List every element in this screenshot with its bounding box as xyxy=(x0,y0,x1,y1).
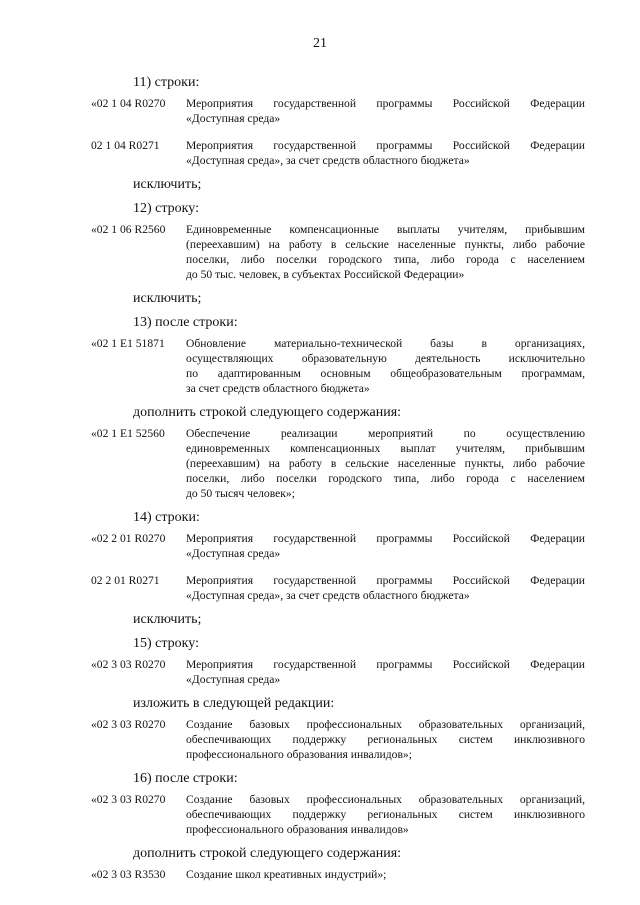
budget-description xyxy=(186,792,585,837)
budget-code: «02 2 01 R0270 xyxy=(91,532,166,545)
budget-row xyxy=(91,573,585,603)
section-heading: изложить в следующей редакции: xyxy=(133,696,335,711)
budget-code: «02 1 04 R0270 xyxy=(91,97,166,110)
budget-row xyxy=(91,426,585,501)
budget-description xyxy=(186,222,585,282)
description-line: «Доступная среда» xyxy=(186,547,281,560)
budget-row xyxy=(91,657,585,687)
budget-code: 02 2 01 R0271 xyxy=(91,574,160,587)
description-line: Мероприятия государственной программы Российской Федерации xyxy=(186,97,585,110)
budget-code: «02 3 03 R0270 xyxy=(91,658,166,671)
description-line: «Доступная среда» xyxy=(186,112,281,125)
budget-code: 02 1 04 R0271 xyxy=(91,139,160,152)
description-line: поселки, либо поселки городского типа, либо города с населением xyxy=(186,472,585,485)
budget-code: «02 3 03 R0270 xyxy=(91,793,166,806)
section-heading: 16) после строки: xyxy=(133,771,238,786)
budget-code: «02 3 03 R0270 xyxy=(91,718,166,731)
description-line: Создание базовых профессиональных образовательных организаций, xyxy=(186,793,585,806)
description-line: Мероприятия государственной программы Российской Федерации xyxy=(186,139,585,152)
description-line: поселки, либо поселки городского типа, либо города с населением xyxy=(186,253,585,266)
budget-row xyxy=(91,138,585,168)
description-line: Создание школ креативных индустрий»; xyxy=(186,868,387,881)
budget-description xyxy=(186,531,585,561)
description-line: Обеспечение реализации мероприятий по осуществлению xyxy=(186,427,585,440)
section-heading: 15) строку: xyxy=(133,636,199,651)
description-line: до 50 тыс. человек, в субъектах Российской Федерации» xyxy=(186,268,465,281)
budget-description xyxy=(186,867,585,882)
budget-row xyxy=(91,717,585,762)
description-line: по адаптированным основным общеобразовательным программам, xyxy=(186,367,585,380)
description-line: осуществляющих образовательную деятельность исключительно xyxy=(186,352,585,365)
budget-row xyxy=(91,96,585,126)
budget-description xyxy=(186,96,585,126)
description-line: «Доступная среда» xyxy=(186,673,281,686)
budget-code: «02 1 06 R2560 xyxy=(91,223,166,236)
description-line: профессионального образования инвалидов» xyxy=(186,823,409,836)
section-heading: 12) строку: xyxy=(133,201,199,216)
description-line: «Доступная среда», за счет средств областного бюджета» xyxy=(186,589,470,602)
budget-description xyxy=(186,138,585,168)
budget-row xyxy=(91,336,585,396)
description-line: Мероприятия государственной программы Российской Федерации xyxy=(186,532,585,545)
budget-description xyxy=(186,657,585,687)
budget-code: «02 1 E1 52560 xyxy=(91,427,165,440)
description-line: Мероприятия государственной программы Российской Федерации xyxy=(186,574,585,587)
description-line: обеспечивающих поддержку региональных систем инклюзивного xyxy=(186,808,585,821)
budget-code: «02 1 E1 51871 xyxy=(91,337,165,350)
description-line: обеспечивающих поддержку региональных систем инклюзивного xyxy=(186,733,585,746)
description-line: профессионального образования инвалидов»; xyxy=(186,748,412,761)
section-heading: 13) после строки: xyxy=(133,315,238,330)
budget-description xyxy=(186,426,585,501)
description-line: Мероприятия государственной программы Российской Федерации xyxy=(186,658,585,671)
description-line: до 50 тысяч человек»; xyxy=(186,487,295,500)
budget-row xyxy=(91,792,585,837)
section-heading: исключить; xyxy=(133,177,202,192)
budget-row xyxy=(91,222,585,282)
description-line: Единовременные компенсационные выплаты учителям, прибывшим xyxy=(186,223,585,236)
description-line: за счет средств областного бюджета» xyxy=(186,382,370,395)
description-line: «Доступная среда», за счет средств областного бюджета» xyxy=(186,154,470,167)
budget-description xyxy=(186,336,585,396)
budget-row xyxy=(91,531,585,561)
section-heading: исключить; xyxy=(133,612,202,627)
document-body xyxy=(91,68,585,886)
budget-description xyxy=(186,573,585,603)
description-line: (переехавшим) на работу в сельские населенные пункты, либо рабочие xyxy=(186,457,585,470)
budget-row xyxy=(91,867,585,882)
description-line: (переехавшим) на работу в сельские населенные пункты, либо рабочие xyxy=(186,238,585,251)
section-heading: 14) строки: xyxy=(133,510,200,525)
budget-code: «02 3 03 R3530 xyxy=(91,868,166,881)
description-line: Обновление материально-технической базы в организациях, xyxy=(186,337,585,350)
section-heading: дополнить строкой следующего содержания: xyxy=(133,846,402,861)
description-line: Создание базовых профессиональных образовательных организаций, xyxy=(186,718,585,731)
budget-description xyxy=(186,717,585,762)
section-heading: 11) строки: xyxy=(133,75,200,90)
section-heading: исключить; xyxy=(133,291,202,306)
section-heading: дополнить строкой следующего содержания: xyxy=(133,405,402,420)
page-number: 21 xyxy=(313,36,327,51)
description-line: единовременных компенсационных выплат учителям, прибывшим xyxy=(186,442,585,455)
